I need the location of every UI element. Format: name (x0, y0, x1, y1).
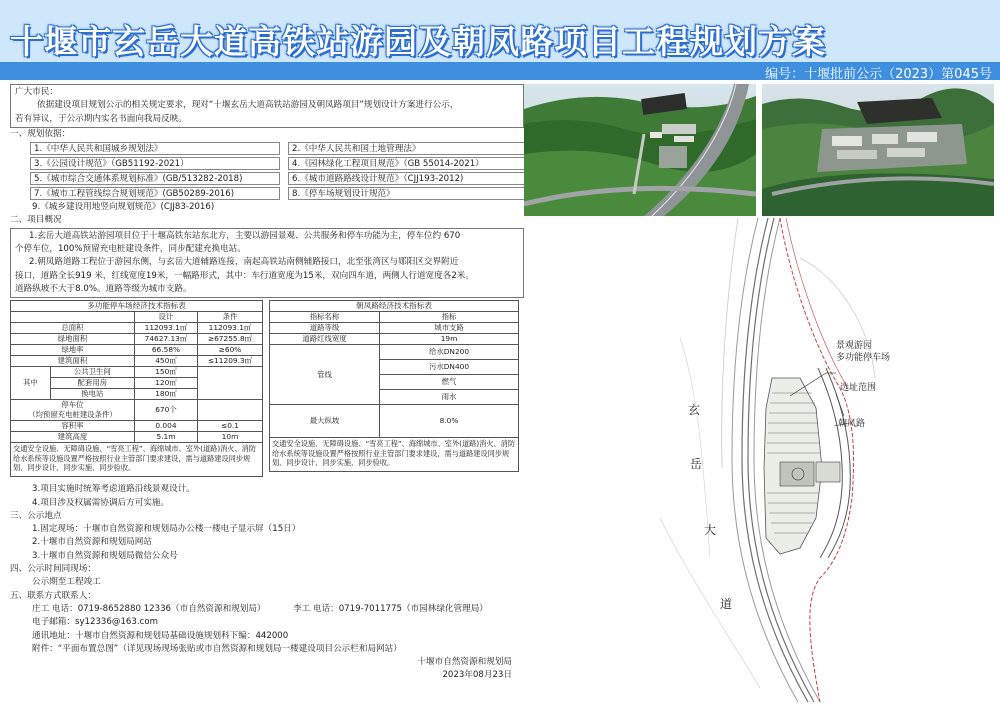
table-cell: 0.004 (134, 421, 197, 432)
contact-address: 通讯地址：十堰市自然资源和规划局基础设施规划科下编：442000 (32, 630, 289, 641)
table2-col-value: 指标 (380, 312, 519, 323)
table-cell: ≤0.1 (197, 421, 262, 432)
table1-col-condition: 条件 (197, 312, 262, 323)
table-cell: 燃气 (380, 375, 519, 390)
table1-note: 交通安全设施、无障碍设施、“雪亮工程”、海绵城市、室外(道路)消火、消防给水系统等设施设置严格按照行业主管部门要求建设，需与道路建设同步规划、同步设计、同步实施、同步验收。 (10, 443, 263, 477)
site-plan-map (640, 218, 992, 702)
intro-line-1: 依据建设项目规划公示的相关规定要求，现对“十堰玄岳大道高铁站游园及朝凤路项目”规划设计方案进行公示， (37, 100, 459, 111)
basis-item: 6.《城市道路路线设计规范》（CJJ193-2012) (288, 172, 526, 185)
doc-number-bar (0, 62, 1000, 80)
places-item: 2.十堰市自然资源和规划局网站 (32, 537, 152, 548)
overview-p2-line3: 道路纵坡不大于8.0%。道路等级为城市支路。 (15, 283, 192, 294)
contact-lines (10, 603, 524, 616)
contact-person-1: 庄工 电话：0719-8652880 12336（市自然资源和规划局） (32, 603, 266, 614)
plan-road-char: 道 (720, 597, 733, 611)
overview-p2-line2: 接口，道路全长919 米，红线宽度19米，一幅路形式，其中：车行道宽度为15米，双向四车道，两侧人行道宽度各2米。 (15, 270, 474, 281)
contact-attachment: 附件：“平面布置总图”（详见现场现场张贴或市自然资源和规划局一楼建设项目公示栏和局网站） (32, 643, 402, 654)
basis-item: 7.《城市工程管线综合规划规范》(GB50289-2016) (30, 187, 280, 200)
parking-label: 停车位 (61, 400, 84, 410)
table-cell: 建筑面积 (11, 356, 135, 367)
basis-item: 5.《城市综合交通体系规划标准》(GB/513282-2018) (30, 172, 280, 185)
plan-label-scope: 选址范围 (840, 383, 877, 393)
table2-note: 交通安全设施、无障碍设施、“雪亮工程”、海绵城市、室外(道路)消火、消防给水系统等设施设置严格按照行业主管部门要求建设，需与道路建设同步规划、同步设计、同步实施、同步验收。 (269, 438, 519, 472)
basis-item: 3.《公园设计规范》（GB51192-2021） (30, 157, 280, 170)
overview-heading: 二、项目概况 (10, 215, 62, 226)
plan-label-road: 朝凤路 (838, 419, 866, 429)
basis-item: 8.《停车场规划设计规范》 (288, 187, 526, 200)
table2-caption: 朝凤路经济技术指标表 (270, 301, 519, 312)
basis-item: 1.《中华人民共和国城乡规划法》 (30, 142, 280, 155)
aerial-rendering-2 (762, 84, 994, 216)
overview-p1-line2: 个停车位，100%预留充电桩建设条件，同步配建充换电站。 (15, 244, 246, 255)
table1-col-design: 设计 (134, 312, 197, 323)
contact-email: 电子邮箱：sy12336@163.com (32, 617, 158, 628)
contact-heading: 五、联系方式联系人： (10, 590, 96, 601)
aerial-rendering-1 (524, 84, 756, 216)
table-cell: 公共卫生间 (50, 367, 134, 378)
table-cell: 8.0% (380, 405, 519, 438)
parking-sublabel: （均预留充电桩建设条件） (28, 410, 117, 420)
table-cell: 配套用房 (50, 378, 134, 389)
contact-person-2: 李工 电话：0719-7011775（市园林绿化管理局） (293, 603, 488, 614)
table-cell: 112093.1㎡ (197, 323, 262, 334)
table-cell: 74627.13㎡ (134, 334, 197, 345)
table-cell: 最大纵坡 (270, 405, 380, 438)
table-cell: 给水DN200 (380, 345, 519, 360)
table-cell: 绿地面积 (11, 334, 135, 345)
basis-list (30, 142, 524, 200)
table-cell (11, 400, 135, 421)
table-cell: 5.1m (134, 432, 197, 443)
table-cell: 城市支路 (380, 323, 519, 334)
signature-date: 2023年08月23日 (442, 670, 512, 681)
places-item: 3.十堰市自然资源和规划局微信公众号 (32, 550, 178, 561)
intro-line-2: 若有异议，于公示期内实名书面向我局反映。 (15, 113, 187, 124)
table-cell: 道路红线宽度 (270, 334, 380, 345)
table-cell: 112093.1㎡ (134, 323, 197, 334)
table-cell: 120㎡ (134, 378, 197, 389)
plan-road-char: 玄 (688, 403, 701, 417)
table-cell: ≥60% (197, 345, 262, 356)
table2-col-name: 指标名称 (270, 312, 380, 323)
table-cell: ≤11209.3㎡ (197, 356, 262, 367)
plan-label-park: 景观游园 (836, 341, 873, 351)
overview-p3: 3.项目实施时统筹考虑道路沿线景观设计。 (32, 484, 195, 495)
table-cell: ≥67255.8㎡ (197, 334, 262, 345)
road-indicators-table (269, 300, 519, 438)
period-text: 公示期至工程竣工 (32, 577, 101, 588)
title-banner (0, 0, 1000, 62)
places-heading: 三、公示地点 (10, 510, 62, 521)
overview-p4: 4.项目涉及权属需协调后方可实施。 (32, 497, 170, 508)
table-cell: 450㎡ (134, 356, 197, 367)
intro-box (10, 84, 524, 128)
table-cell: 建筑高度 (11, 432, 135, 443)
table-cell: 污水DN400 (380, 360, 519, 375)
table-cell: 换电站 (50, 389, 134, 400)
table-cell: 总面积 (11, 323, 135, 334)
tech-tables (10, 300, 524, 477)
overview-box (10, 228, 524, 298)
notice-body (10, 84, 524, 683)
plan-road-char: 大 (704, 523, 717, 537)
places-item: 1.固定现场：十堰市自然资源和规划局办公楼一楼电子显示屏（15日） (32, 524, 301, 535)
table-cell: 管线 (270, 345, 380, 405)
table-cell: 容积率 (11, 421, 135, 432)
table-cell: 绿地率 (11, 345, 135, 356)
table-cell: 66.58% (134, 345, 197, 356)
plan-road-char: 岳 (690, 457, 703, 471)
greeting: 广大市民： (15, 87, 58, 97)
overview-p1-line1: 1.玄岳大道高铁站游园项目位于十堰高铁东站东北方，主要以游园景观、公共服务和停车功能为主，停车位约 670 (29, 230, 461, 241)
page-title: 十堰市玄岳大道高铁站游园及朝凤路项目工程规划方案 (10, 22, 826, 61)
table-cell: 670个 (134, 400, 197, 421)
table-cell: 150㎡ (134, 367, 197, 378)
doc-number: 编号：十堰批前公示（2023）第045号 (765, 67, 992, 82)
table-cell: 19m (380, 334, 519, 345)
parking-indicators-table (10, 300, 263, 443)
table-cell: 180㎡ (134, 389, 197, 400)
table-cell: 其中 (11, 367, 51, 400)
period-heading: 四、公示时间同现场： (10, 564, 96, 575)
plan-label-parking: 多功能停车场 (836, 353, 891, 363)
basis-item: 2.《中华人民共和国土地管理法》 (288, 142, 526, 155)
table1-caption: 多功能停车场经济技术指标表 (11, 301, 263, 312)
basis-item: 4.《园林绿化工程项目规范》（GB 55014-2021） (288, 157, 526, 170)
table-cell: 10m (197, 432, 262, 443)
table-cell: 雨水 (380, 390, 519, 405)
overview-p2-line1: 2.朝凤路道路工程位于游园东侧，与玄岳大道辅路连接，南起高铁站南侧辅路接口，北至张湾区与郧阳区交界附近 (29, 257, 459, 268)
basis-heading: 一、规划依据： (10, 128, 71, 139)
table-cell: 道路等级 (270, 323, 380, 334)
signature-org: 十堰市自然资源和规划局 (417, 657, 512, 668)
basis-item-9: 9.《城乡建设用地竖向规划规范》(CJJ83-2016) (32, 202, 215, 213)
